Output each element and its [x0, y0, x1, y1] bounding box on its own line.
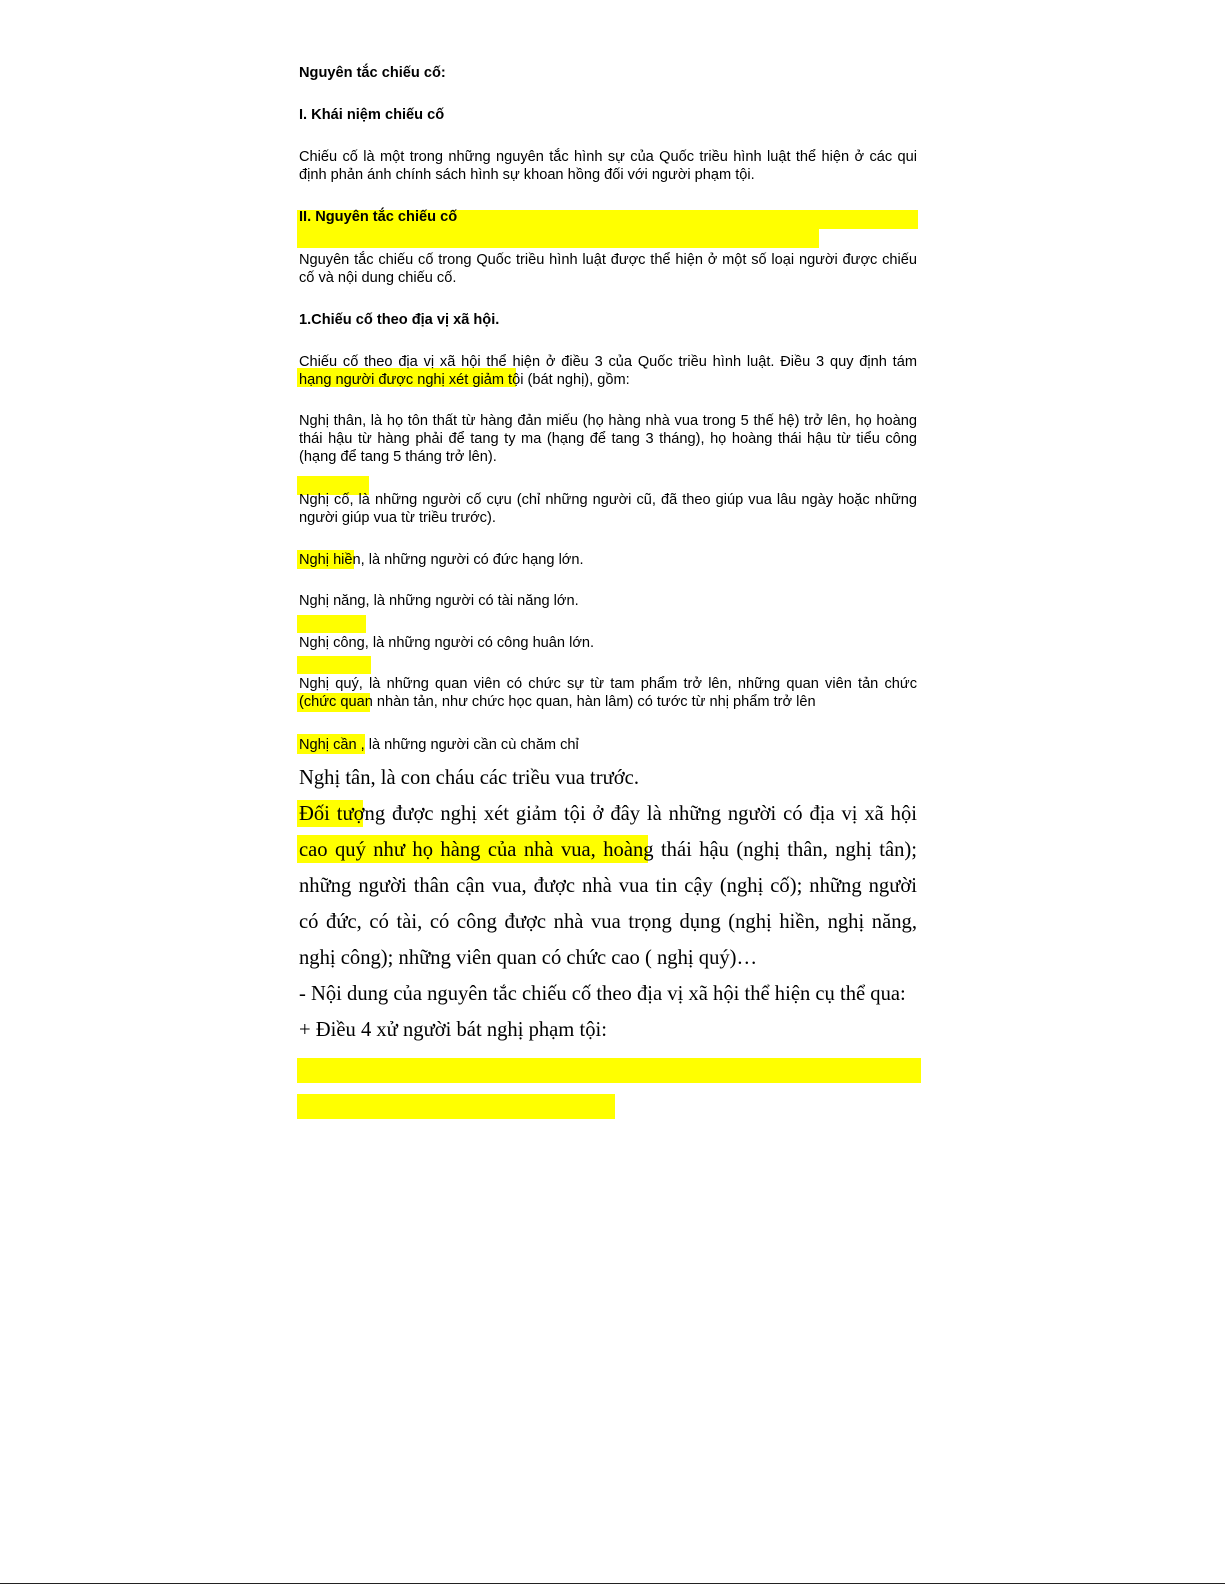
page-title: Nguyên tắc chiếu cố:	[299, 65, 446, 81]
nghi-than-paragraph: Nghị thân, là họ tôn thất từ hàng đản miếu (họ hàng nhà vua trong 5 thế hệ) trở lên, họ hoàng thái hậu từ hàng phải để tang ty ma (hạng để tang 3 tháng), họ hoàng thái hậu từ tiểu công (hạng để tang 5 tháng trở lên).	[299, 413, 917, 465]
nghi-nang-paragraph: Nghị năng, là những người có tài năng lớn.	[299, 593, 579, 609]
highlight-nghi-cong	[297, 615, 366, 633]
nghi-tan-paragraph: Nghị tân, là con cháu các triều vua trước.	[299, 767, 639, 789]
section-2-paragraph: Nguyên tắc chiếu cố trong Quốc triều hình luật được thể hiện ở một số loại người được chiếu cố và nội dung chiếu cố.	[299, 252, 917, 286]
highlight-empty-line2	[297, 1094, 615, 1119]
highlight-empty-line1	[297, 1058, 921, 1083]
highlight-nghi-quy	[297, 656, 371, 674]
nghi-hien-paragraph: Nghị hiền, là những người có đức hạng lớn.	[299, 552, 584, 568]
doi-tuong-paragraph: Đối tượng được nghị xét giảm tội ở đây là những người có địa vị xã hội cao quý như họ hàng của nhà vua, hoàng thái hậu (nghị thân, nghị tân); những người thân cận vua, được nhà vua tin cậy (nghị cố); những người có đức, có tài, có công được nhà vua trọng dụng (nghị hiền, nghị năng, nghị công); những viên quan có chức cao ( nghị quý)…	[299, 803, 917, 969]
section-1-paragraph: Chiếu cố là một trong những nguyên tắc hình sự của Quốc triều hình luật thể hiện ở các qui định phản ánh chính sách hình sự khoan hồng đối với người phạm tội.	[299, 149, 917, 183]
nghi-co-paragraph: Nghị cố, là những người cố cựu (chỉ những người cũ, đã theo giúp vua lâu ngày hoặc những người giúp vua từ triều trước).	[299, 492, 917, 526]
subsection-heading-1: 1.Chiếu cố theo địa vị xã hội.	[299, 312, 500, 328]
highlight-section2-heading-line2	[297, 229, 819, 248]
section-heading-1: I. Khái niệm chiếu cố	[299, 107, 445, 123]
noi-dung-paragraph: - Nội dung của nguyên tắc chiếu cố theo địa vị xã hội thể hiện cụ thể qua:	[299, 983, 906, 1005]
subsection-1-intro: Chiếu cố theo địa vị xã hội thể hiện ở điều 3 của Quốc triều hình luật. Điều 3 quy định tám hạng người được nghị xét giảm tội (bát nghị), gồm:	[299, 354, 917, 388]
section-heading-2: II. Nguyên tắc chiếu cố	[299, 209, 458, 225]
page-bottom-border	[0, 1583, 1225, 1584]
nghi-can-paragraph: Nghị cần , là những người cần cù chăm chỉ	[299, 737, 579, 753]
dieu-4-paragraph: + Điều 4 xử người bát nghị phạm tội:	[299, 1019, 607, 1041]
nghi-quy-paragraph: Nghị quý, là những quan viên có chức sự từ tam phẩm trở lên, những quan viên tản chức (chức quan nhàn tản, như chức học quan, hàn lâm) có tước từ nhị phẩm trở lên	[299, 676, 917, 710]
nghi-cong-paragraph: Nghị công, là những người có công huân lớn.	[299, 635, 595, 651]
